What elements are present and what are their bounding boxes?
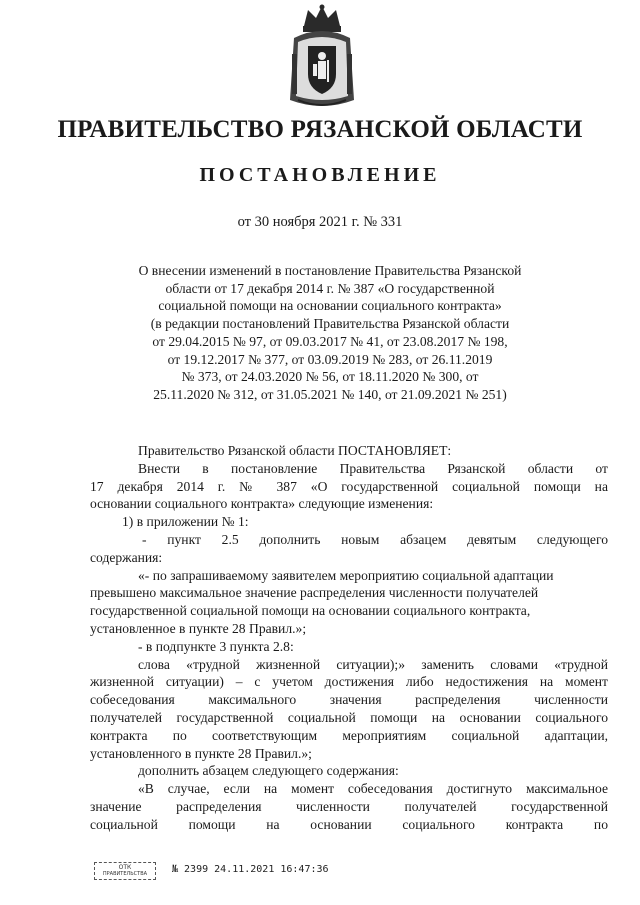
body-line: «В случае, если на момент собеседования достигнуто максимальное [138, 781, 608, 797]
body-line: получателей государственной социальной помощи на основании социального [90, 709, 608, 725]
body-line: основании социального контракта» следующие изменения: [90, 496, 434, 512]
body-line: 17 декабря 2014 г. № 387 «О государственной социальной помощи на [90, 478, 608, 494]
body-line: 1) в приложении № 1: [122, 514, 249, 530]
ryazan-coat-of-arms-icon [288, 4, 356, 112]
body-line: социальной помощи на основании социального контракта по [90, 816, 608, 832]
body-line: дополнить абзацем следующего содержания: [138, 763, 399, 779]
subject-line: от 19.12.2017 № 377, от 03.09.2019 № 283, от 26.11.2019 [167, 351, 493, 367]
subject-line: 25.11.2020 № 312, от 31.05.2021 № 140, от 21.09.2021 № 251) [153, 386, 507, 402]
body-line: содержания: [90, 549, 163, 565]
body-line: слова «трудной жизненной ситуации);» заменить словами «трудной [138, 656, 608, 672]
subject-line: области от 17 декабря 2014 г. № 387 «О государственной [165, 280, 495, 296]
body-line: «- по запрашиваемому заявителем мероприятию социальной адаптации [138, 567, 554, 583]
stamp-subtitle: ПРАВИТЕЛЬСТВА [102, 871, 148, 877]
body-line: собеседования максимального значения распределения численности [90, 692, 608, 708]
subject-line: социальной помощи на основании социального контракта» [158, 298, 502, 314]
body-line: Внести в постановление Правительства Рязанской области от [138, 460, 608, 476]
body-line: - в подпункте 3 пункта 2.8: [138, 638, 294, 654]
document-body [90, 442, 608, 834]
stamp-label: ОТК [118, 864, 132, 871]
body-line: значение распределения численности получателей государственной [90, 798, 608, 814]
registration-number: № 2399 24.11.2021 16:47:36 [172, 864, 329, 875]
body-line: государственной социальной помощи на основании социального контракта, [90, 603, 531, 619]
subject-line: О внесении изменений в постановление Правительства Рязанской [138, 263, 522, 278]
document-type: ПОСТАНОВЛЕНИЕ [199, 164, 441, 186]
government-title: ПРАВИТЕЛЬСТВО РЯЗАНСКОЙ ОБЛАСТИ [57, 116, 583, 143]
registration-stamp [94, 862, 156, 880]
document-date-number: от 30 ноября 2021 г. № 331 [237, 214, 403, 230]
subject-line: от 29.04.2015 № 97, от 09.03.2017 № 41, от 23.08.2017 № 198, [152, 333, 508, 349]
body-line: превышено максимальное значение распределения численности получателей [90, 585, 539, 601]
body-line: контракта по соответствующим мероприятиям социальной адаптации, [90, 727, 608, 743]
subject-line: (в редакции постановлений Правительства Рязанской области [150, 316, 510, 332]
body-line: установленного в пункте 28 Правил.»; [90, 745, 312, 761]
document-footer [90, 862, 390, 884]
body-line: жизненной ситуации) – с учетом достижения либо недостижения на момент [90, 674, 608, 690]
subject-line: № 373, от 24.03.2020 № 56, от 18.11.2020 № 300, от [181, 369, 479, 385]
body-line: установленное в пункте 28 Правил.»; [90, 620, 307, 636]
document-subject [110, 262, 550, 404]
body-line: - пункт 2.5 дополнить новым абзацем девятым следующего [142, 531, 608, 547]
body-line: Правительство Рязанской области ПОСТАНОВЛЯЕТ: [138, 443, 452, 458]
